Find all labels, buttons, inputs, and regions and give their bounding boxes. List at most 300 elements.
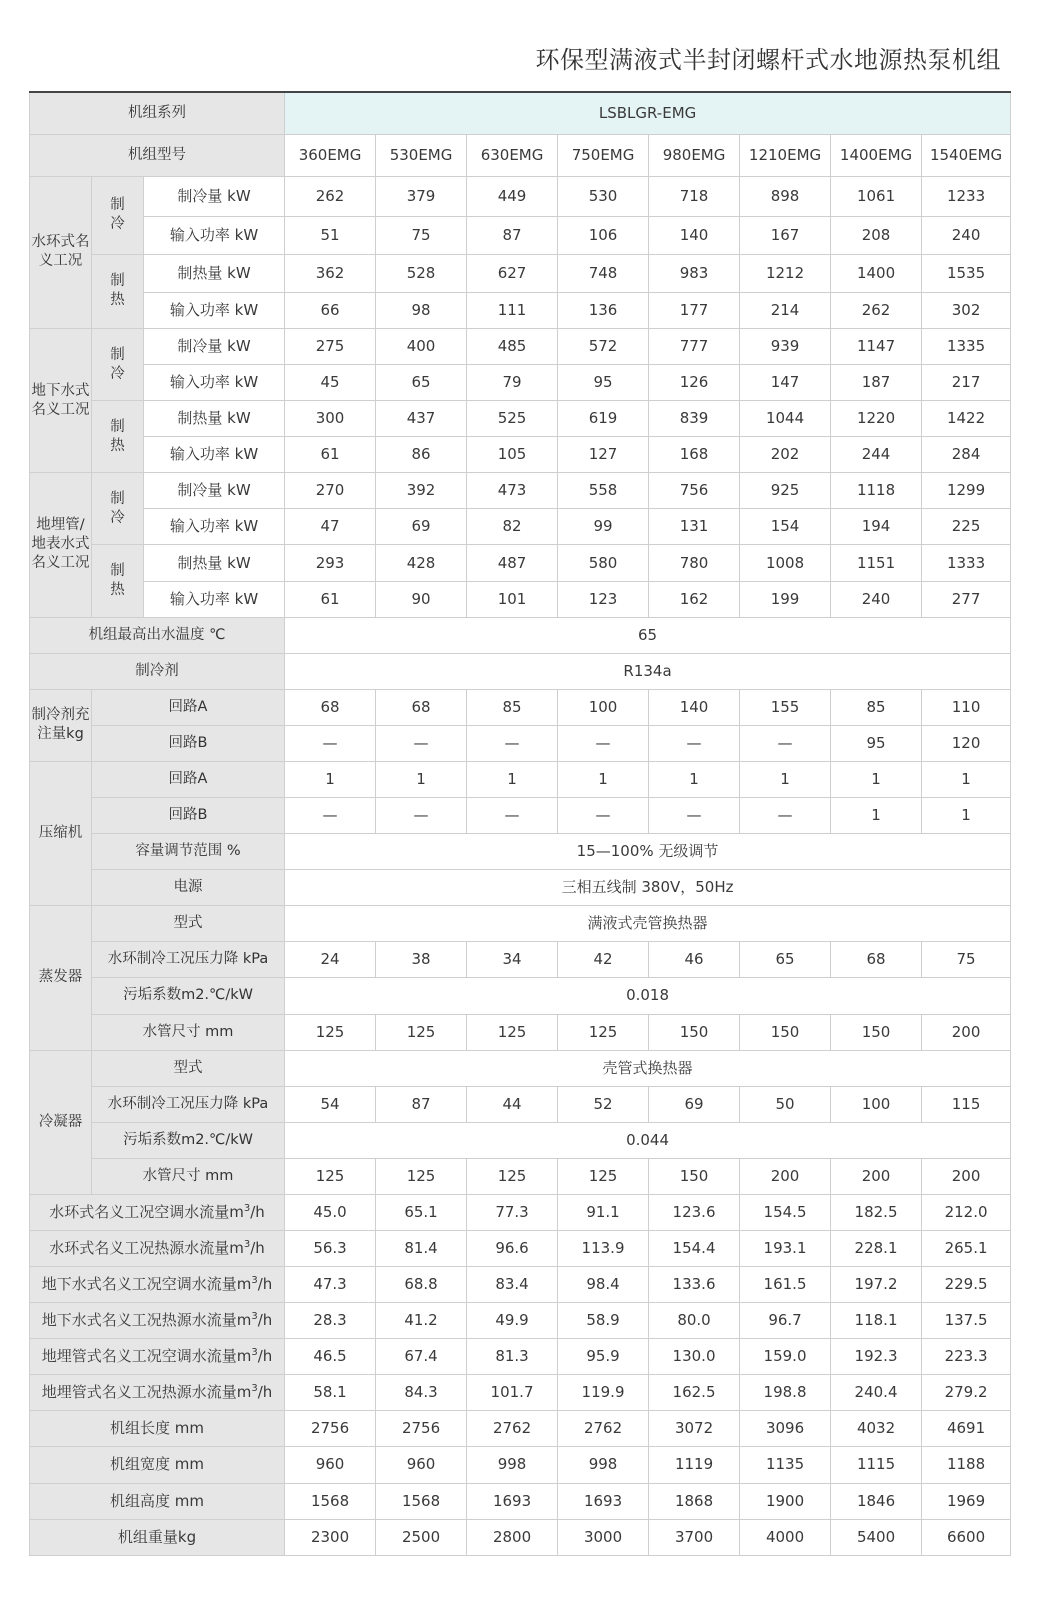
- value-cell: 150: [649, 1158, 740, 1194]
- model-header: 980EMG: [649, 134, 740, 176]
- input-power-label: 输入功率 kW: [144, 509, 285, 545]
- heating-label: [92, 545, 144, 617]
- flow-rate-label: [30, 1194, 285, 1230]
- flow-unit-text: /h: [257, 1275, 273, 1294]
- value-cell: 939: [740, 329, 831, 365]
- flow-unit-text: /h: [257, 1311, 273, 1330]
- value-cell: 240.4: [831, 1375, 922, 1411]
- compressor-label: [30, 761, 92, 905]
- value-cell: 67.4: [376, 1339, 467, 1375]
- value-cell: 6600: [922, 1519, 1011, 1555]
- power-supply-value: 三相五线制 380V，50Hz: [285, 870, 1011, 906]
- type-value: 壳管式换热器: [285, 1050, 1011, 1086]
- value-cell: 106: [558, 216, 649, 254]
- fouling-factor-value: 0.018: [285, 978, 1011, 1014]
- value-cell: 198.8: [740, 1375, 831, 1411]
- flow-unit-text: /h: [257, 1347, 273, 1366]
- value-cell: 147: [740, 365, 831, 401]
- value-cell: 1868: [649, 1483, 740, 1519]
- flow-label-text: 水环式名义工况热源水流量m: [49, 1239, 244, 1257]
- value-cell: 279.2: [922, 1375, 1011, 1411]
- value-cell: 225: [922, 509, 1011, 545]
- value-cell: 125: [285, 1158, 376, 1194]
- value-cell: 217: [922, 365, 1011, 401]
- value-cell: 1212: [740, 254, 831, 292]
- value-cell: 473: [467, 473, 558, 509]
- page-title: 环保型满液式半封闭螺杆式水地源热泵机组: [535, 46, 1001, 74]
- value-cell: 1: [649, 761, 740, 797]
- value-cell: 140: [649, 216, 740, 254]
- pipe-size-label: 水管尺寸 mm: [92, 1014, 285, 1050]
- table-row: [30, 401, 1011, 437]
- table-row: [30, 978, 1011, 1014]
- value-cell: 223.3: [922, 1339, 1011, 1375]
- value-cell: 240: [831, 581, 922, 617]
- circuit-a-label: 回路A: [92, 761, 285, 797]
- value-cell: 42: [558, 942, 649, 978]
- flow-label-text: 地下水式名义工况空调水流量m: [41, 1275, 252, 1294]
- value-cell: 777: [649, 329, 740, 365]
- table-row: [30, 509, 1011, 545]
- input-power-label: 输入功率 kW: [144, 216, 285, 254]
- value-cell: —: [467, 725, 558, 761]
- value-cell: 187: [831, 365, 922, 401]
- value-cell: 192.3: [831, 1339, 922, 1375]
- value-cell: 5400: [831, 1519, 922, 1555]
- value-cell: 54: [285, 1086, 376, 1122]
- value-cell: 1147: [831, 329, 922, 365]
- vertical-label-line: 冷: [110, 216, 125, 233]
- value-cell: —: [740, 798, 831, 834]
- value-cell: 101.7: [467, 1375, 558, 1411]
- table-row: [30, 1447, 1011, 1483]
- flow-unit-exponent: 3: [243, 1202, 251, 1214]
- model-header: 530EMG: [376, 134, 467, 176]
- value-cell: 28.3: [285, 1303, 376, 1339]
- fouling-factor-label: 污垢系数m2.℃/kW: [92, 1122, 285, 1158]
- value-cell: 2756: [376, 1411, 467, 1447]
- value-cell: 24: [285, 942, 376, 978]
- flow-rate-label: [30, 1267, 285, 1303]
- value-cell: 98.4: [558, 1267, 649, 1303]
- value-cell: 3000: [558, 1519, 649, 1555]
- table-row: [30, 1050, 1011, 1086]
- value-cell: 118.1: [831, 1303, 922, 1339]
- value-cell: 136: [558, 292, 649, 328]
- value-cell: 81.3: [467, 1339, 558, 1375]
- value-cell: 200: [831, 1158, 922, 1194]
- value-cell: 362: [285, 254, 376, 292]
- table-row: [30, 1158, 1011, 1194]
- value-cell: 580: [558, 545, 649, 581]
- value-cell: 262: [285, 176, 376, 216]
- value-cell: 3072: [649, 1411, 740, 1447]
- value-cell: 1900: [740, 1483, 831, 1519]
- value-cell: 150: [649, 1014, 740, 1050]
- value-cell: 82: [467, 509, 558, 545]
- table-row: [30, 473, 1011, 509]
- table-row: [30, 798, 1011, 834]
- value-cell: 123: [558, 581, 649, 617]
- pressure-drop-label: 水环制冷工况压力降 kPa: [92, 1086, 285, 1122]
- value-cell: 1299: [922, 473, 1011, 509]
- cooling-capacity-label: 制冷量 kW: [144, 176, 285, 216]
- flow-rate-label: [30, 1303, 285, 1339]
- flow-label-text: 地埋管式名义工况空调水流量m: [41, 1347, 252, 1366]
- value-cell: 244: [831, 437, 922, 473]
- value-cell: 1: [376, 761, 467, 797]
- value-cell: 101: [467, 581, 558, 617]
- value-cell: 100: [831, 1086, 922, 1122]
- value-cell: 125: [376, 1158, 467, 1194]
- value-cell: 528: [376, 254, 467, 292]
- value-cell: —: [649, 798, 740, 834]
- cooling-label: [92, 176, 144, 254]
- pressure-drop-label: 水环制冷工况压力降 kPa: [92, 942, 285, 978]
- value-cell: 125: [376, 1014, 467, 1050]
- value-cell: 627: [467, 254, 558, 292]
- value-cell: 960: [285, 1447, 376, 1483]
- value-cell: 1118: [831, 473, 922, 509]
- cooling-capacity-label: 制冷量 kW: [144, 329, 285, 365]
- table-row: [30, 134, 1011, 176]
- value-cell: 125: [285, 1014, 376, 1050]
- vertical-label-line: 压缩机: [38, 825, 83, 842]
- value-cell: 4691: [922, 1411, 1011, 1447]
- value-cell: 748: [558, 254, 649, 292]
- max-outlet-temp-label: 机组最高出水温度 ℃: [30, 617, 285, 653]
- value-cell: 1422: [922, 401, 1011, 437]
- value-cell: 68: [831, 942, 922, 978]
- model-header: 360EMG: [285, 134, 376, 176]
- value-cell: 485: [467, 329, 558, 365]
- flow-label-text: 地埋管式名义工况热源水流量m: [41, 1383, 252, 1402]
- value-cell: 1333: [922, 545, 1011, 581]
- value-cell: 182.5: [831, 1194, 922, 1230]
- value-cell: 150: [831, 1014, 922, 1050]
- dimension-label: 机组高度 mm: [30, 1483, 285, 1519]
- cooling-label: [92, 473, 144, 545]
- vertical-label-line: 名义工况: [31, 555, 90, 572]
- table-row: [30, 725, 1011, 761]
- circuit-a-label: 回路A: [92, 689, 285, 725]
- value-cell: 80.0: [649, 1303, 740, 1339]
- value-cell: 193.1: [740, 1230, 831, 1266]
- vertical-label-line: 热: [110, 437, 125, 454]
- value-cell: 61: [285, 581, 376, 617]
- condition-group-label: [30, 329, 92, 473]
- type-label: 型式: [92, 1050, 285, 1086]
- table-row: [30, 689, 1011, 725]
- value-cell: —: [285, 798, 376, 834]
- value-cell: 960: [376, 1447, 467, 1483]
- value-cell: 45.0: [285, 1194, 376, 1230]
- value-cell: 1846: [831, 1483, 922, 1519]
- value-cell: 69: [376, 509, 467, 545]
- value-cell: 100: [558, 689, 649, 725]
- value-cell: 1: [922, 798, 1011, 834]
- value-cell: 58.9: [558, 1303, 649, 1339]
- value-cell: 125: [558, 1014, 649, 1050]
- value-cell: 68: [376, 689, 467, 725]
- table-row: [30, 834, 1011, 870]
- value-cell: 1115: [831, 1447, 922, 1483]
- value-cell: 119.9: [558, 1375, 649, 1411]
- value-cell: 200: [922, 1158, 1011, 1194]
- input-power-label: 输入功率 kW: [144, 292, 285, 328]
- value-cell: 85: [467, 689, 558, 725]
- value-cell: 1233: [922, 176, 1011, 216]
- value-cell: 194: [831, 509, 922, 545]
- max-outlet-temp-value: 65: [285, 617, 1011, 653]
- value-cell: 130.0: [649, 1339, 740, 1375]
- dimension-label: 机组长度 mm: [30, 1411, 285, 1447]
- value-cell: 52: [558, 1086, 649, 1122]
- value-cell: 3096: [740, 1411, 831, 1447]
- value-cell: 79: [467, 365, 558, 401]
- value-cell: 1693: [558, 1483, 649, 1519]
- vertical-label-line: 水环式名: [31, 234, 90, 251]
- type-label: 型式: [92, 906, 285, 942]
- value-cell: 300: [285, 401, 376, 437]
- value-cell: 111: [467, 292, 558, 328]
- value-cell: 84.3: [376, 1375, 467, 1411]
- power-supply-label: 电源: [92, 870, 285, 906]
- flow-rate-label: [30, 1230, 285, 1266]
- value-cell: 98: [376, 292, 467, 328]
- vertical-label-line: 注量kg: [37, 726, 84, 743]
- table-row: [30, 1519, 1011, 1555]
- value-cell: 1: [285, 761, 376, 797]
- vertical-label-line: 热: [110, 292, 125, 309]
- value-cell: 200: [740, 1158, 831, 1194]
- value-cell: 96.7: [740, 1303, 831, 1339]
- table-row: [30, 329, 1011, 365]
- dimension-label: 机组宽度 mm: [30, 1447, 285, 1483]
- value-cell: 1: [831, 761, 922, 797]
- value-cell: 780: [649, 545, 740, 581]
- flow-unit-text: /h: [250, 1202, 265, 1221]
- value-cell: 1335: [922, 329, 1011, 365]
- value-cell: 69: [649, 1086, 740, 1122]
- value-cell: 133.6: [649, 1267, 740, 1303]
- vertical-label-line: 冷: [110, 509, 125, 526]
- vertical-label-line: 蒸发器: [38, 969, 83, 986]
- value-cell: 66: [285, 292, 376, 328]
- value-cell: 400: [376, 329, 467, 365]
- flow-label-text: 水环式名义工况空调水流量m: [49, 1202, 244, 1221]
- value-cell: 277: [922, 581, 1011, 617]
- value-cell: 56.3: [285, 1230, 376, 1266]
- value-cell: 162.5: [649, 1375, 740, 1411]
- value-cell: —: [740, 725, 831, 761]
- value-cell: 85: [831, 689, 922, 725]
- value-cell: 1220: [831, 401, 922, 437]
- value-cell: 449: [467, 176, 558, 216]
- flow-unit-exponent: 3: [251, 1347, 258, 1359]
- flow-label-text: 地下水式名义工况热源水流量m: [41, 1311, 252, 1330]
- value-cell: 81.4: [376, 1230, 467, 1266]
- value-cell: 177: [649, 292, 740, 328]
- value-cell: 168: [649, 437, 740, 473]
- vertical-label-line: 冷: [110, 365, 125, 382]
- condition-group-label: [30, 176, 92, 328]
- value-cell: 65.1: [376, 1194, 467, 1230]
- table-row: [30, 1303, 1011, 1339]
- value-cell: 1: [467, 761, 558, 797]
- model-header: 1400EMG: [831, 134, 922, 176]
- capacity-range-value: 15—100% 无级调节: [285, 834, 1011, 870]
- value-cell: 1535: [922, 254, 1011, 292]
- value-cell: 137.5: [922, 1303, 1011, 1339]
- value-cell: 275: [285, 329, 376, 365]
- value-cell: 197.2: [831, 1267, 922, 1303]
- flow-unit-exponent: 3: [251, 1275, 258, 1287]
- value-cell: 75: [376, 216, 467, 254]
- vertical-label-line: 制: [110, 346, 125, 363]
- value-cell: 154: [740, 509, 831, 545]
- value-cell: 379: [376, 176, 467, 216]
- value-cell: 115: [922, 1086, 1011, 1122]
- value-cell: 154.4: [649, 1230, 740, 1266]
- refrigerant-label: 制冷剂: [30, 653, 285, 689]
- value-cell: 998: [558, 1447, 649, 1483]
- value-cell: 125: [558, 1158, 649, 1194]
- model-label: 机组型号: [30, 134, 285, 176]
- value-cell: 1: [740, 761, 831, 797]
- condition-group-label: [30, 473, 92, 617]
- value-cell: 125: [467, 1014, 558, 1050]
- value-cell: 998: [467, 1447, 558, 1483]
- value-cell: 839: [649, 401, 740, 437]
- value-cell: 1969: [922, 1483, 1011, 1519]
- value-cell: 155: [740, 689, 831, 725]
- table-row: [30, 545, 1011, 581]
- value-cell: 718: [649, 176, 740, 216]
- spec-table: [29, 91, 1011, 1556]
- value-cell: 86: [376, 437, 467, 473]
- vertical-label-line: 名义工况: [31, 401, 90, 418]
- value-cell: 65: [376, 365, 467, 401]
- value-cell: 167: [740, 216, 831, 254]
- value-cell: 228.1: [831, 1230, 922, 1266]
- condenser-label: [30, 1050, 92, 1194]
- value-cell: 125: [467, 1158, 558, 1194]
- value-cell: 2800: [467, 1519, 558, 1555]
- type-value: 满液式壳管换热器: [285, 906, 1011, 942]
- model-header: 1540EMG: [922, 134, 1011, 176]
- value-cell: 558: [558, 473, 649, 509]
- value-cell: 159.0: [740, 1339, 831, 1375]
- value-cell: 123.6: [649, 1194, 740, 1230]
- value-cell: 110: [922, 689, 1011, 725]
- table-row: [30, 92, 1011, 134]
- heating-capacity-label: 制热量 kW: [144, 545, 285, 581]
- value-cell: 265.1: [922, 1230, 1011, 1266]
- value-cell: 1: [922, 761, 1011, 797]
- value-cell: 1568: [285, 1483, 376, 1519]
- flow-unit-text: /h: [250, 1239, 265, 1257]
- value-cell: —: [558, 798, 649, 834]
- value-cell: 95: [831, 725, 922, 761]
- value-cell: 293: [285, 545, 376, 581]
- vertical-label-line: 制: [110, 563, 125, 580]
- value-cell: 47.3: [285, 1267, 376, 1303]
- table-row: [30, 870, 1011, 906]
- pipe-size-label: 水管尺寸 mm: [92, 1158, 285, 1194]
- value-cell: 105: [467, 437, 558, 473]
- flow-rate-label: [30, 1375, 285, 1411]
- value-cell: 95: [558, 365, 649, 401]
- table-row: [30, 216, 1011, 254]
- value-cell: 46.5: [285, 1339, 376, 1375]
- value-cell: 284: [922, 437, 1011, 473]
- value-cell: 38: [376, 942, 467, 978]
- model-header: 1210EMG: [740, 134, 831, 176]
- series-label: 机组系列: [30, 92, 285, 134]
- value-cell: 200: [922, 1014, 1011, 1050]
- heating-label: [92, 401, 144, 473]
- value-cell: 229.5: [922, 1267, 1011, 1303]
- circuit-b-label: 回路B: [92, 725, 285, 761]
- table-row: [30, 1375, 1011, 1411]
- vertical-label-line: 地表水式: [31, 536, 90, 553]
- charge-label: [30, 689, 92, 761]
- value-cell: 208: [831, 216, 922, 254]
- value-cell: 150: [740, 1014, 831, 1050]
- vertical-label-line: 制冷剂充: [31, 707, 90, 724]
- table-row: [30, 1483, 1011, 1519]
- value-cell: 61: [285, 437, 376, 473]
- value-cell: 99: [558, 509, 649, 545]
- table-row: [30, 1339, 1011, 1375]
- value-cell: 49.9: [467, 1303, 558, 1339]
- value-cell: 1188: [922, 1447, 1011, 1483]
- vertical-label-line: 制: [110, 418, 125, 435]
- value-cell: —: [649, 725, 740, 761]
- value-cell: 96.6: [467, 1230, 558, 1266]
- fouling-factor-value: 0.044: [285, 1122, 1011, 1158]
- value-cell: 47: [285, 509, 376, 545]
- flow-unit-exponent: 3: [251, 1383, 258, 1395]
- table-row: [30, 1122, 1011, 1158]
- value-cell: 83.4: [467, 1267, 558, 1303]
- vertical-label-line: 制: [110, 273, 125, 290]
- value-cell: 925: [740, 473, 831, 509]
- cooling-capacity-label: 制冷量 kW: [144, 473, 285, 509]
- table-row: [30, 254, 1011, 292]
- value-cell: 46: [649, 942, 740, 978]
- table-row: [30, 176, 1011, 216]
- table-row: [30, 617, 1011, 653]
- value-cell: 428: [376, 545, 467, 581]
- model-header: 630EMG: [467, 134, 558, 176]
- value-cell: 120: [922, 725, 1011, 761]
- value-cell: 392: [376, 473, 467, 509]
- value-cell: 77.3: [467, 1194, 558, 1230]
- dimension-label: 机组重量kg: [30, 1519, 285, 1555]
- vertical-label-line: 热: [110, 582, 125, 599]
- value-cell: 2500: [376, 1519, 467, 1555]
- value-cell: 1135: [740, 1447, 831, 1483]
- value-cell: 91.1: [558, 1194, 649, 1230]
- value-cell: 127: [558, 437, 649, 473]
- value-cell: 487: [467, 545, 558, 581]
- table-row: [30, 942, 1011, 978]
- evaporator-label: [30, 906, 92, 1050]
- value-cell: 756: [649, 473, 740, 509]
- value-cell: 1008: [740, 545, 831, 581]
